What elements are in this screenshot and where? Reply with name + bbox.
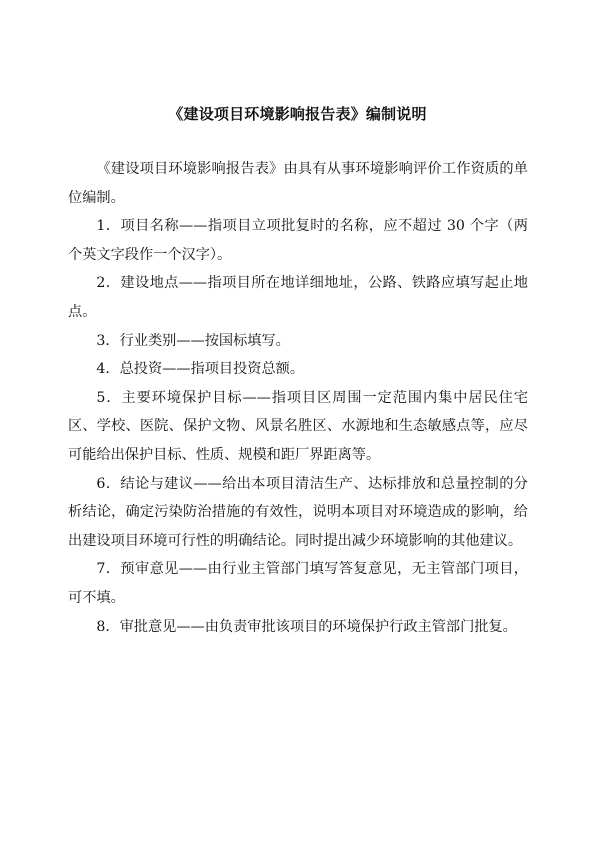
paragraph-item-2-location: 2．建设地点——指项目所在地详细地址，公路、铁路应填写起止地点。	[68, 275, 528, 320]
paragraph-item-3-industry: 3．行业类别——按国标填写。	[96, 332, 290, 349]
paragraph-item-8-approval: 8．审批意见——由负责审批该项目的环境保护行政主管部门批复。	[96, 618, 517, 635]
document-body	[68, 155, 528, 641]
paragraph-item-4-investment: 4．总投资——指项目投资总额。	[96, 361, 305, 378]
paragraph-item-1-project-name: 1．项目名称——指项目立项批复时的名称，应不超过 30 个字（两个英文字段作一个汉字）。	[68, 218, 528, 263]
paragraph-item-5-protection-targets: 5．主要环境保护目标——指项目区周围一定范围内集中居民住宅区、学校、医院、保护文物、风景名胜区、水源地和生态敏感点等，应尽可能给出保护目标、性质、规模和距厂界距离等。	[68, 389, 528, 463]
paragraph-item-6-conclusion: 6．结论与建议——给出本项目清洁生产、达标排放和总量控制的分析结论，确定污染防治措施的有效性，说明本项目对环境造成的影响，给出建设项目环境可行性的明确结论。同时提出减少环境影响的其他建议。	[68, 475, 528, 549]
document-title: 《建设项目环境影响报告表》编制说明	[168, 105, 427, 123]
paragraph-intro: 《建设项目环境影响报告表》由具有从事环境影响评价工作资质的单位编制。	[68, 161, 528, 206]
paragraph-item-7-pre-review: 7．预审意见——由行业主管部门填写答复意见，无主管部门项目，可不填。	[68, 561, 528, 606]
